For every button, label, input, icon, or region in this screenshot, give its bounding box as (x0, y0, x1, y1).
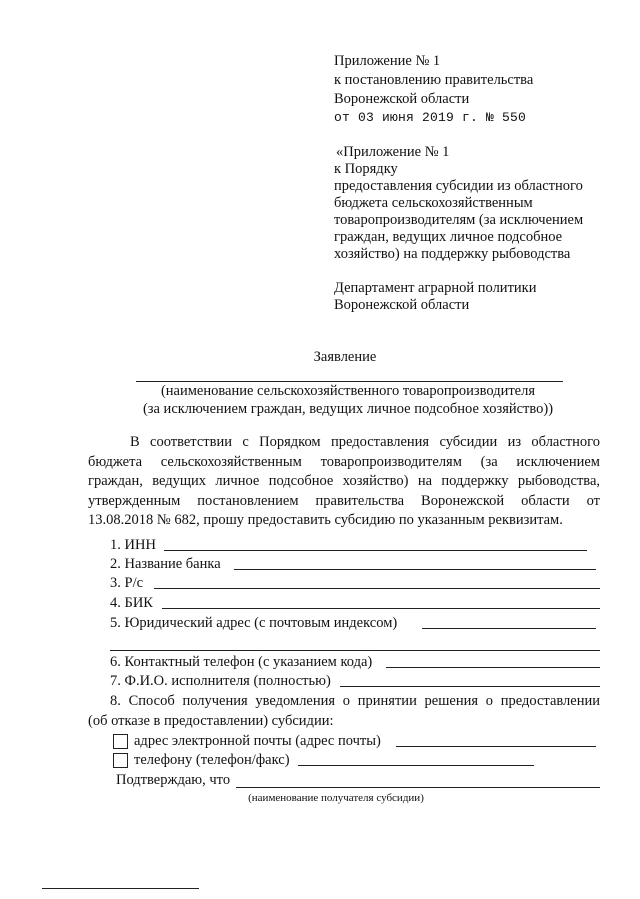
header-annex-number: Приложение № 1 (334, 53, 441, 69)
annex-line-2: к Порядку (334, 161, 398, 177)
recipient-name-line[interactable] (236, 787, 600, 788)
executor-input-line[interactable] (340, 686, 600, 687)
field-bank-label: 2. Название банка (110, 556, 221, 572)
body-line-3: граждан, ведущих личное подсобное хозяйство) на поддержку рыбоводства, (88, 473, 600, 489)
field-account-label: 3. Р/с (110, 575, 144, 591)
inn-input-line[interactable] (164, 550, 587, 551)
field-bik-label: 4. БИК (110, 595, 153, 611)
phone-input-line[interactable] (386, 667, 600, 668)
phone-fax-input-line[interactable] (298, 765, 534, 766)
bik-input-line[interactable] (162, 608, 600, 609)
field-executor-label: 7. Ф.И.О. исполнителя (полностью) (110, 673, 331, 689)
addressee-line-2: Воронежской области (334, 297, 470, 313)
header-date-number: от 03 июня 2019 г. № 550 (334, 110, 527, 125)
address-input-line[interactable] (422, 628, 596, 629)
header-region: Воронежской области (334, 91, 470, 107)
phone-checkbox[interactable] (113, 753, 128, 768)
body-line-5: 13.08.2018 № 682, прошу предоставить субсидию по указанным реквизитам. (88, 512, 563, 528)
footnote-separator (42, 888, 199, 889)
annex-line-4: бюджета сельскохозяйственным (334, 195, 533, 211)
applicant-caption-2: (за исключением граждан, ведущих личное подсобное хозяйство)) (142, 401, 554, 417)
field-phone-label: 6. Контактный телефон (с указанием кода) (110, 654, 373, 670)
notify-line-2: (об отказе в предоставлении) субсидии: (88, 712, 334, 729)
option-phone-label: телефону (телефон/факс) (134, 752, 290, 768)
body-line-4: утвержденным постановлением правительства Воронежской области от (88, 492, 600, 509)
annex-line-7: хозяйство) на поддержку рыбоводства (334, 246, 571, 262)
annex-line-3: предоставления субсидии из областного (334, 178, 583, 194)
email-input-line[interactable] (396, 746, 596, 747)
notify-line-1: 8. Способ получения уведомления о принятии решения о предоставлении (110, 693, 600, 709)
bank-input-line[interactable] (234, 569, 596, 570)
body-line-1: В соответствии с Порядком предоставления субсидии из областного (130, 434, 600, 450)
annex-line-5: товаропроизводителям (за исключением (334, 212, 584, 228)
email-checkbox[interactable] (113, 734, 128, 749)
address-input-line-2[interactable] (110, 650, 600, 651)
applicant-name-line[interactable] (136, 381, 563, 382)
applicant-caption-1: (наименование сельскохозяйственного товаропроизводителя (160, 383, 536, 399)
recipient-caption: (наименование получателя субсидии) (248, 792, 424, 804)
confirm-label: Подтверждаю, что (116, 772, 231, 788)
account-input-line[interactable] (154, 588, 600, 589)
body-line-2: бюджета сельскохозяйственным товаропроизводителям (за исключением (88, 453, 600, 470)
field-address-label: 5. Юридический адрес (с почтовым индексом) (110, 615, 398, 631)
annex-line-6: граждан, ведущих личное подсобное (334, 229, 563, 245)
addressee-line-1: Департамент аграрной политики (334, 280, 537, 296)
field-inn-label: 1. ИНН (110, 537, 156, 553)
document-title: Заявление (313, 349, 377, 365)
option-email-label: адрес электронной почты (адрес почты) (134, 733, 381, 749)
header-decree-ref: к постановлению правительства (334, 72, 534, 88)
notify-paragraph (88, 692, 600, 731)
body-paragraph (88, 433, 600, 531)
annex-title: «Приложение № 1 (336, 144, 450, 160)
